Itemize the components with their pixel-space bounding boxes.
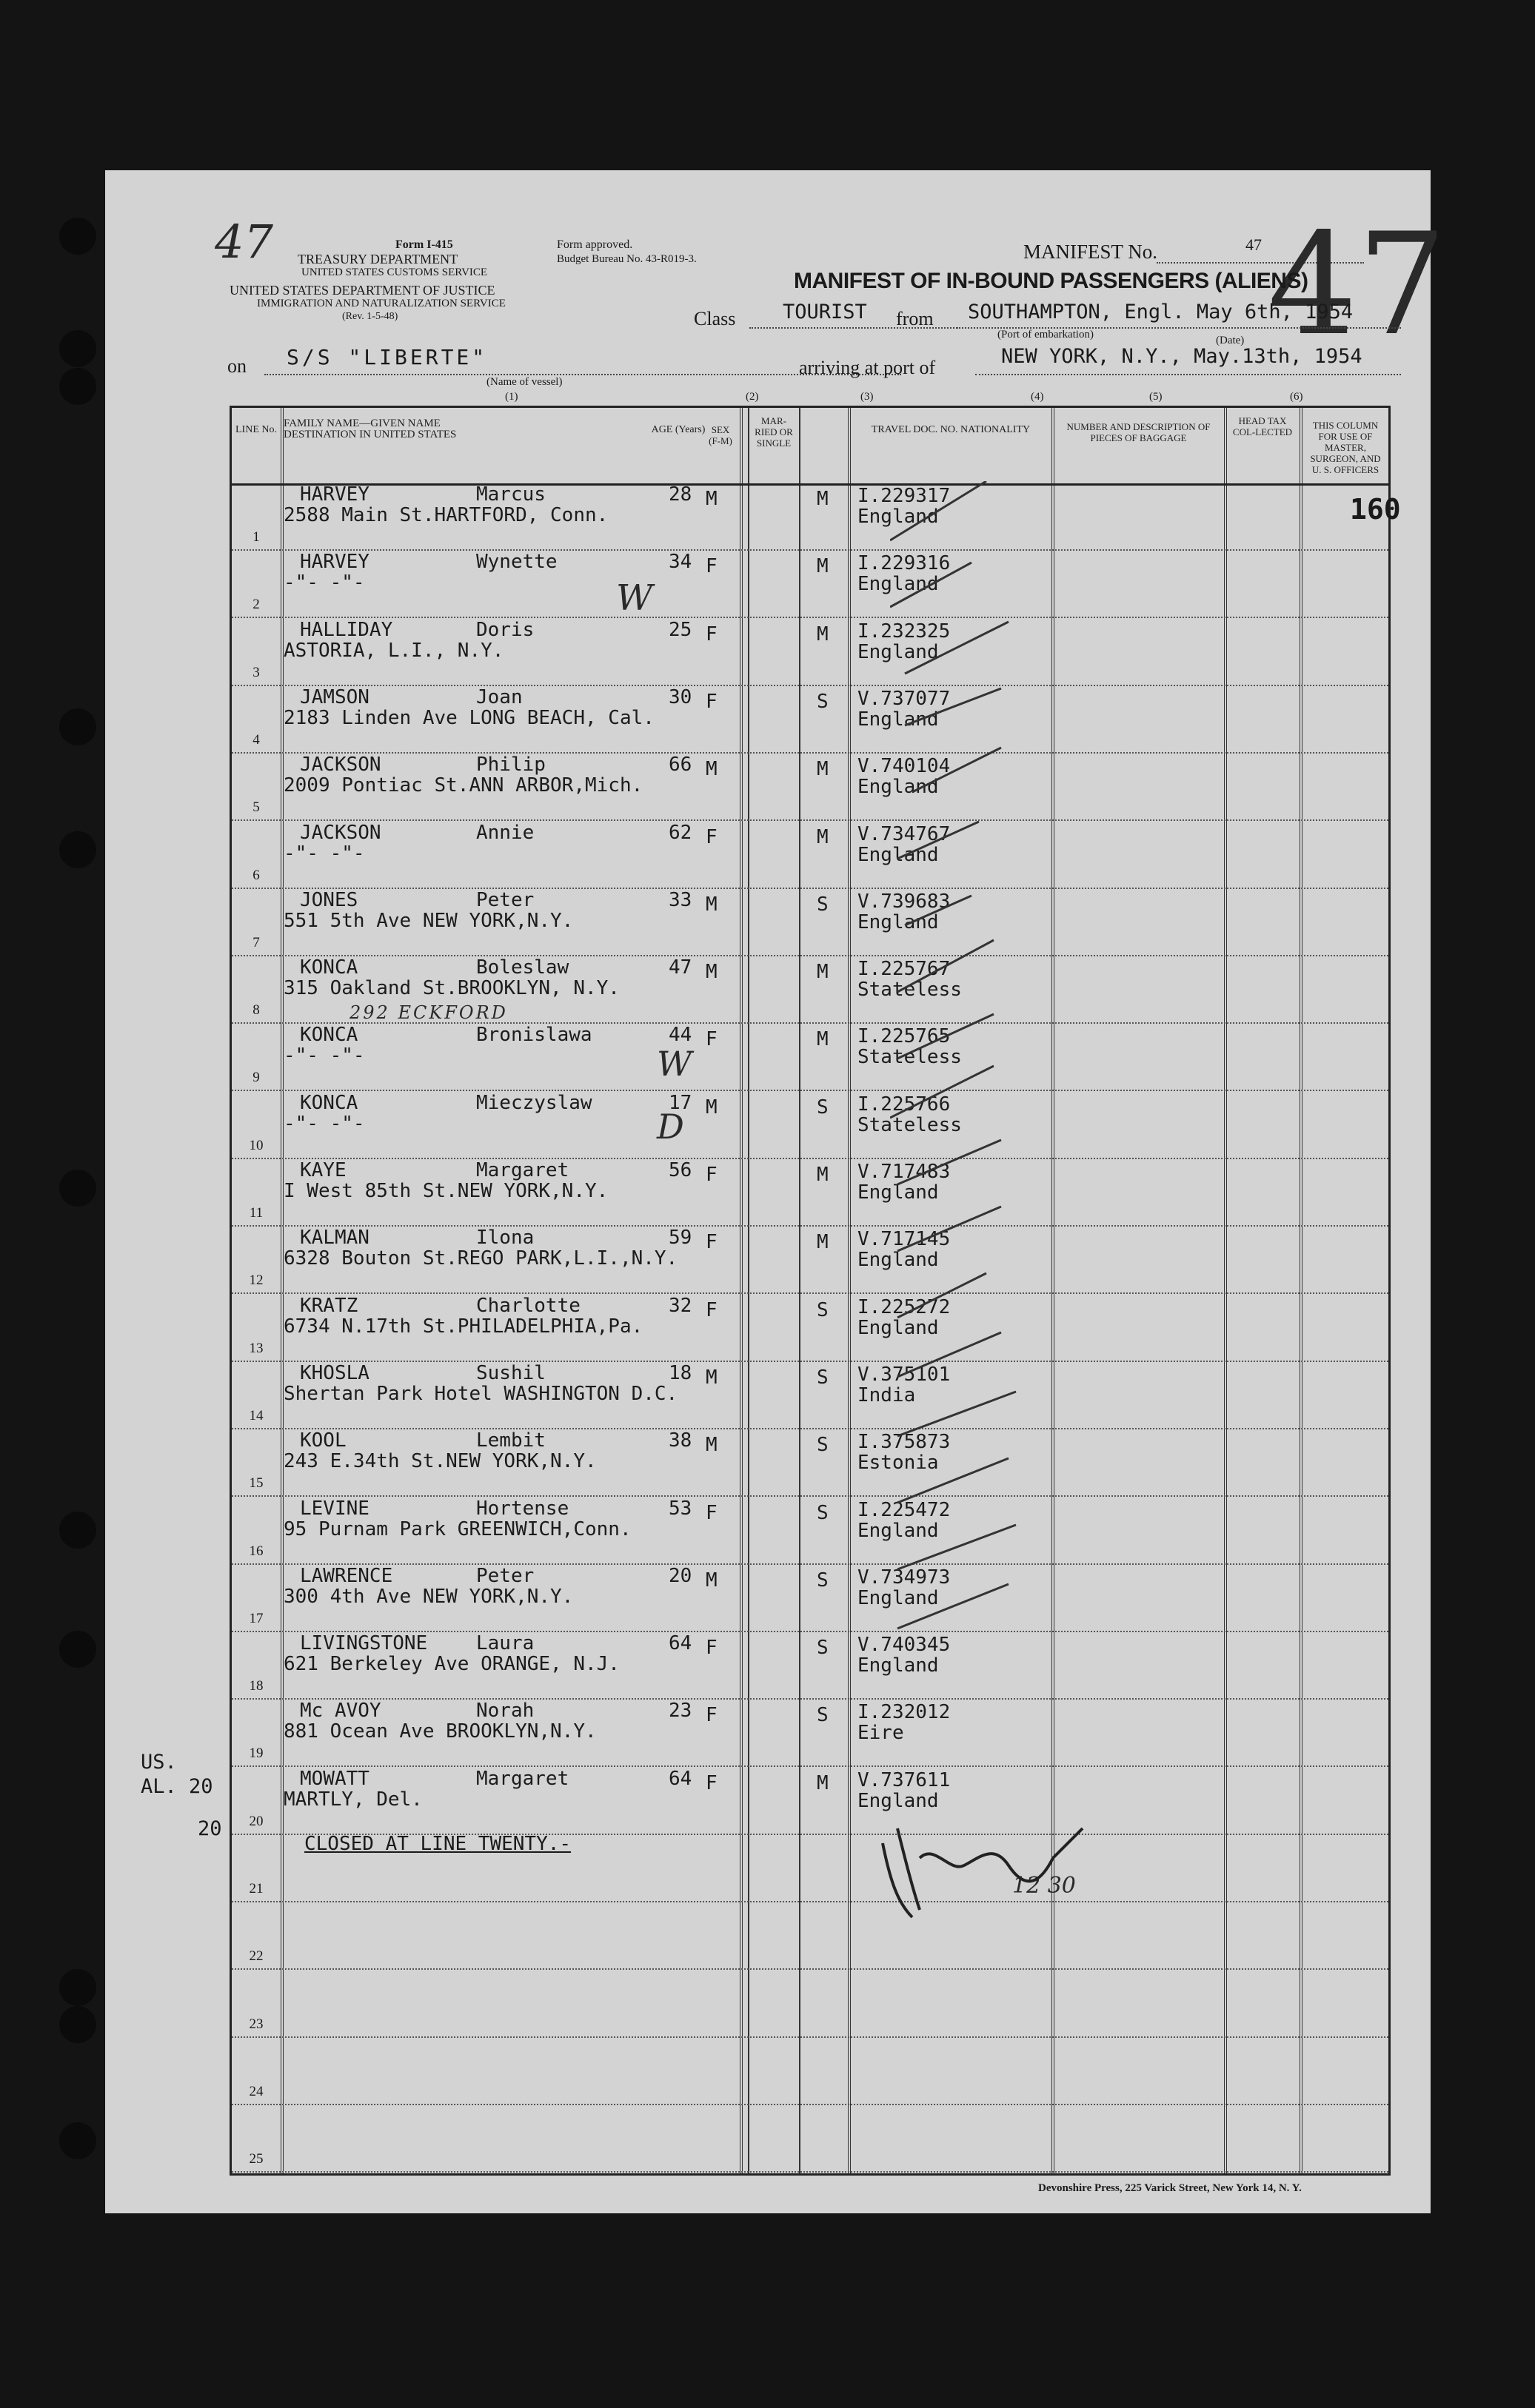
sex: F (706, 1298, 718, 1321)
marital-status: M (817, 488, 829, 510)
nationality: England (857, 1789, 939, 1812)
travel-document: I.225767 (857, 958, 951, 981)
age: 17 (669, 1091, 692, 1114)
budget-bureau-number: Budget Bureau No. 43-R019-3. (557, 253, 697, 265)
col-number-5: (5) (1149, 391, 1163, 403)
binder-hole (59, 368, 96, 405)
embarkation-value: SOUTHAMPTON, Engl. May 6th, 1954 (968, 301, 1354, 323)
marital-status: M (817, 1028, 829, 1051)
age: 34 (669, 551, 692, 574)
header-baggage: NUMBER AND DESCRIPTION OF PIECES OF BAGGAGE (1066, 421, 1211, 443)
nationality: England (857, 1654, 939, 1677)
manifest-page (105, 170, 1447, 2213)
sex: F (706, 825, 718, 848)
line-number: 7 (253, 934, 260, 950)
line-number: 15 (249, 1475, 264, 1492)
header-name-destination: FAMILY NAME—GIVEN NAME DESTINATION IN UNITED STATES (284, 417, 457, 440)
given-name: Doris (476, 618, 535, 641)
age: 47 (669, 956, 692, 979)
table-row (232, 551, 1388, 618)
nationality: Eire (857, 1722, 904, 1745)
ins-label: IMMIGRATION AND NATURALIZATION SERVICE (257, 298, 506, 309)
travel-document: I.225765 (857, 1025, 951, 1048)
line-number: 23 (249, 2016, 264, 2032)
binder-hole (59, 2122, 96, 2159)
nationality: England (857, 708, 939, 731)
age: 53 (669, 1497, 692, 1520)
from-label: from (896, 308, 934, 329)
sex: M (706, 893, 718, 916)
destination: 2009 Pontiac St.ANN ARBOR,Mich. (284, 774, 643, 797)
line-number: 12 (249, 1272, 264, 1289)
line-number: 19 (249, 1745, 264, 1762)
travel-document: I.232325 (857, 620, 951, 643)
sex: M (706, 488, 718, 510)
line-number: 13 (249, 1340, 264, 1356)
given-name: Philip (476, 754, 546, 777)
age: 33 (669, 888, 692, 911)
age: 62 (669, 821, 692, 844)
family-name: MOWATT (300, 1767, 369, 1790)
class-line (749, 327, 975, 329)
given-name: Margaret (476, 1767, 569, 1790)
destination: 621 Berkeley Ave ORANGE, N.J. (284, 1653, 620, 1676)
arrival-value: NEW YORK, N.Y., May.13th, 1954 (1001, 345, 1362, 368)
age: 20 (669, 1564, 692, 1587)
sex: F (706, 1637, 718, 1660)
nationality: England (857, 776, 939, 799)
age: 66 (669, 754, 692, 777)
sex: F (706, 1028, 718, 1051)
handwritten-mark-w1: W (616, 577, 653, 619)
age: 25 (669, 618, 692, 641)
marital-status: S (817, 1569, 829, 1592)
given-name: Sushil (476, 1361, 546, 1384)
marital-status: M (817, 623, 829, 645)
handwritten-mark-w2: W (657, 1044, 692, 1084)
nationality: England (857, 1586, 939, 1609)
age: 28 (669, 483, 692, 506)
travel-document: V.734973 (857, 1566, 951, 1589)
marital-status: S (817, 893, 829, 916)
given-name: Lembit (476, 1429, 546, 1452)
family-name: LIVINGSTONE (300, 1632, 428, 1655)
line-number: 10 (249, 1137, 264, 1153)
given-name: Marcus (476, 483, 546, 506)
sex: F (706, 623, 718, 645)
travel-document: V.740104 (857, 755, 951, 778)
destination: 300 4th Ave NEW YORK,N.Y. (284, 1585, 574, 1608)
table-row (232, 1227, 1388, 1294)
corner-handwritten-number: 47 (215, 215, 273, 269)
department-of-justice: UNITED STATES DEPARTMENT OF JUSTICE (230, 283, 495, 298)
travel-document: V.717145 (857, 1228, 951, 1251)
age: 23 (669, 1700, 692, 1723)
header-age: AGE (Years) (651, 424, 706, 435)
destination: 6734 N.17th St.PHILADELPHIA,Pa. (284, 1315, 643, 1338)
form-number: Form I-415 (395, 238, 453, 251)
header-head-tax: HEAD TAX COL-LECTED (1232, 415, 1293, 437)
handwritten-new-address: 292 ECKFORD (350, 1002, 508, 1023)
nationality: Stateless (857, 1046, 962, 1069)
table-row (232, 1159, 1388, 1227)
destination: 551 5th Ave NEW YORK,N.Y. (284, 909, 574, 932)
table-row (232, 619, 1388, 686)
line-number: 5 (253, 799, 260, 816)
table-row (232, 1295, 1388, 1362)
family-name: LAWRENCE (300, 1564, 393, 1587)
marital-status: M (817, 555, 829, 578)
travel-document: I.229317 (857, 485, 951, 507)
sex: M (706, 1569, 718, 1592)
marital-status: M (817, 1231, 829, 1254)
given-name: Bronislawa (476, 1024, 592, 1047)
line-number: 2 (253, 597, 260, 613)
sex: F (706, 690, 718, 713)
header-line-no: LINE No. (235, 424, 277, 435)
check-marks (890, 481, 1134, 1680)
header-sex: SEX (F-M) (709, 424, 732, 446)
table-row (232, 1632, 1388, 1700)
given-name: Margaret (476, 1159, 569, 1181)
nationality: England (857, 1181, 939, 1204)
family-name: HARVEY (300, 551, 369, 574)
table-row (232, 1429, 1388, 1497)
marital-status: S (817, 1501, 829, 1524)
table-row (232, 1362, 1388, 1429)
sex: F (706, 1231, 718, 1254)
marital-status: M (817, 825, 829, 848)
destination: -"- -"- (284, 1112, 365, 1135)
marital-status: S (817, 1096, 829, 1119)
binder-hole (59, 1969, 96, 2006)
line-number: 3 (253, 664, 260, 680)
marital-status: S (817, 1366, 829, 1389)
marital-status: S (817, 1298, 829, 1321)
line-number: 14 (249, 1407, 264, 1423)
vessel-caption: (Name of vessel) (486, 376, 563, 388)
travel-document: I.375873 (857, 1431, 951, 1454)
given-name: Wynette (476, 551, 558, 574)
col-number-3: (3) (860, 391, 874, 403)
passenger-table (230, 406, 1401, 2176)
destination: -"- -"- (284, 571, 365, 594)
manifest-number-typed: 47 (1245, 235, 1262, 254)
sex: M (706, 961, 718, 984)
table-row (232, 1971, 1388, 2038)
table-row (232, 1700, 1388, 1767)
header-officers: THIS COLUMN FOR USE OF MASTER, SURGEON, AND U. S. OFFICERS (1310, 420, 1381, 475)
binder-hole (59, 831, 96, 868)
destination: 6328 Bouton St.REGO PARK,L.I.,N.Y. (284, 1247, 678, 1270)
family-name: LEVINE (300, 1497, 369, 1520)
family-name: KONCA (300, 1091, 358, 1114)
sex: M (706, 1096, 718, 1119)
sex: M (706, 1434, 718, 1457)
col-number-1: (1) (505, 391, 518, 403)
given-name: Annie (476, 821, 535, 844)
col-number-4: (4) (1031, 391, 1044, 403)
revision-date: (Rev. 1-5-48) (342, 311, 398, 322)
given-name: Peter (476, 1564, 535, 1587)
nationality: England (857, 573, 939, 596)
class-label: Class (694, 308, 736, 329)
table-row (232, 1092, 1388, 1159)
family-name: KONCA (300, 956, 358, 979)
sex: M (706, 758, 718, 781)
binder-hole (59, 1631, 96, 1668)
travel-document: I.229316 (857, 552, 951, 575)
destination: MARTLY, Del. (284, 1788, 423, 1811)
margin-note-us: US. (141, 1751, 177, 1774)
table-row (232, 889, 1388, 956)
marital-status: M (817, 1771, 829, 1794)
line-number: 22 (249, 1948, 264, 1965)
given-name: Norah (476, 1700, 535, 1723)
vessel-name: S/S "LIBERTE" (287, 345, 488, 369)
marital-status: M (817, 961, 829, 984)
table-row (232, 1902, 1388, 1970)
sex: F (706, 1771, 718, 1794)
table-row (232, 754, 1388, 821)
line-number: 9 (253, 1070, 260, 1086)
destination: -"- -"- (284, 1044, 365, 1067)
line-number: 8 (253, 1002, 260, 1019)
closed-note: CLOSED AT LINE TWENTY.- (304, 1833, 572, 1855)
line-number: 25 (249, 2151, 264, 2167)
given-name: Peter (476, 888, 535, 911)
col-number-6: (6) (1290, 391, 1303, 403)
table-row (232, 483, 1388, 551)
nationality: England (857, 506, 939, 528)
family-name: KOOL (300, 1429, 347, 1452)
nationality: England (857, 1519, 939, 1542)
binder-hole (59, 330, 96, 367)
line-number: 1 (253, 529, 260, 545)
port-of-embarkation-caption: (Port of embarkation) (997, 329, 1094, 341)
binder-hole (59, 708, 96, 745)
arriving-label: arriving at port of (799, 357, 936, 378)
binder-hole (59, 1512, 96, 1549)
destination: 243 E.34th St.NEW YORK,N.Y. (284, 1450, 597, 1473)
age: 59 (669, 1227, 692, 1250)
margin-note-total: 20 (198, 1817, 222, 1840)
table-row (232, 686, 1388, 754)
class-value: TOURIST (783, 301, 867, 323)
age: 30 (669, 685, 692, 708)
age: 44 (669, 1024, 692, 1047)
table-row (232, 2038, 1388, 2105)
family-name: HALLIDAY (300, 618, 393, 641)
nationality: England (857, 843, 939, 866)
given-name: Joan (476, 685, 523, 708)
binder-hole (59, 1170, 96, 1207)
table-row (232, 1024, 1388, 1091)
family-name: Mc AVOY (300, 1700, 381, 1723)
travel-document: I.225272 (857, 1295, 951, 1318)
family-name: JAMSON (300, 685, 369, 708)
marital-status: S (817, 1434, 829, 1457)
line-number: 6 (253, 867, 260, 883)
header-travel-doc: TRAVEL DOC. NO. NATIONALITY (871, 424, 1031, 435)
age: 32 (669, 1294, 692, 1317)
age: 38 (669, 1429, 692, 1452)
age: 64 (669, 1767, 692, 1790)
travel-document: V.734767 (857, 822, 951, 845)
treasury-department: TREASURY DEPARTMENT (298, 252, 458, 266)
family-name: KONCA (300, 1024, 358, 1047)
marital-status: S (817, 690, 829, 713)
age: 18 (669, 1361, 692, 1384)
arrival-line (975, 374, 1401, 375)
destination: ASTORIA, L.I., N.Y. (284, 639, 504, 662)
line-number: 4 (253, 731, 260, 748)
marital-status: M (817, 758, 829, 781)
travel-document: I.225766 (857, 1093, 951, 1116)
sex: M (706, 1366, 718, 1389)
sex: F (706, 1164, 718, 1186)
travel-document: V.717483 (857, 1161, 951, 1183)
travel-document: V.740345 (857, 1634, 951, 1657)
travel-document: V.737077 (857, 687, 951, 710)
customs-service: UNITED STATES CUSTOMS SERVICE (301, 266, 488, 278)
nationality: Estonia (857, 1452, 939, 1475)
binder-hole (59, 2006, 96, 2043)
handwritten-time: 12 30 (1012, 1873, 1076, 1899)
marital-status: M (817, 1164, 829, 1186)
line-number: 16 (249, 1543, 264, 1559)
given-name: Charlotte (476, 1294, 581, 1317)
family-name: KALMAN (300, 1227, 369, 1250)
family-name: KHOSLA (300, 1361, 369, 1384)
line-number: 18 (249, 1678, 264, 1694)
travel-document: V.375101 (857, 1363, 951, 1386)
age: 56 (669, 1159, 692, 1181)
family-name: KRATZ (300, 1294, 358, 1317)
destination: Shertan Park Hotel WASHINGTON D.C. (284, 1382, 678, 1405)
given-name: Mieczyslaw (476, 1091, 592, 1114)
nationality: Stateless (857, 979, 962, 1002)
family-name: JONES (300, 888, 358, 911)
family-name: JACKSON (300, 754, 381, 777)
date-caption: (Date) (1216, 335, 1245, 346)
destination: 2183 Linden Ave LONG BEACH, Cal. (284, 706, 655, 729)
line-number: 21 (249, 1881, 264, 1896)
line-number: 20 (249, 1813, 264, 1829)
margin-note-al: AL. 20 (141, 1775, 213, 1798)
travel-document: I.225472 (857, 1498, 951, 1521)
marital-status: S (817, 1704, 829, 1727)
destination: 881 Ocean Ave BROOKLYN,N.Y. (284, 1720, 597, 1743)
nationality: India (857, 1384, 916, 1406)
family-name: JACKSON (300, 821, 381, 844)
line-number: 17 (249, 1610, 264, 1626)
marital-status: S (817, 1637, 829, 1660)
travel-document: I.232012 (857, 1701, 951, 1724)
sex: F (706, 1501, 718, 1524)
destination: I West 85th St.NEW YORK,N.Y. (284, 1180, 609, 1202)
table-header (232, 408, 1388, 486)
given-name: Ilona (476, 1227, 535, 1250)
manifest-number-handwritten: 47 (1268, 203, 1447, 366)
destination: 95 Purnam Park GREENWICH,Conn. (284, 1517, 632, 1540)
travel-document: V.739683 (857, 890, 951, 913)
line-number: 24 (249, 2083, 264, 2099)
given-name: Hortense (476, 1497, 569, 1520)
table-row (232, 822, 1388, 889)
sex: F (706, 1704, 718, 1727)
table-row (232, 1498, 1388, 1565)
handwritten-mark-d: D (657, 1107, 684, 1147)
table-row (232, 1768, 1388, 1835)
officer-note: 160 (1350, 493, 1401, 526)
nationality: England (857, 910, 939, 933)
on-label: on (227, 355, 247, 377)
printer-footer: Devonshire Press, 225 Varick Street, New York 14, N. Y. (1038, 2182, 1302, 2194)
destination: 2588 Main St.HARTFORD, Conn. (284, 504, 609, 526)
nationality: England (857, 1249, 939, 1272)
nationality: England (857, 640, 939, 663)
table-row (232, 2105, 1388, 2173)
manifest-number-label: MANIFEST No. (1023, 241, 1158, 263)
age: 64 (669, 1632, 692, 1655)
family-name: KAYE (300, 1159, 347, 1181)
given-name: Boleslaw (476, 956, 569, 979)
nationality: England (857, 1316, 939, 1339)
destination: 315 Oakland St.BROOKLYN, N.Y. (284, 977, 620, 1000)
col-number-2: (2) (746, 391, 759, 403)
row-divider (232, 2171, 1388, 2173)
sex: F (706, 555, 718, 578)
line-number: 11 (249, 1205, 264, 1221)
header-married: MAR-RIED OR SINGLE (755, 415, 793, 449)
destination: -"- -"- (284, 842, 365, 865)
inspector-signature (868, 1814, 1112, 1925)
family-name: HARVEY (300, 483, 369, 506)
table-row (232, 1565, 1388, 1632)
binder-hole (59, 218, 96, 255)
form-approved: Form approved. (557, 238, 633, 251)
manifest-title: MANIFEST OF IN-BOUND PASSENGERS (ALIENS) (794, 269, 1308, 293)
given-name: Laura (476, 1632, 535, 1655)
nationality: Stateless (857, 1113, 962, 1136)
travel-document: V.737611 (857, 1768, 951, 1791)
